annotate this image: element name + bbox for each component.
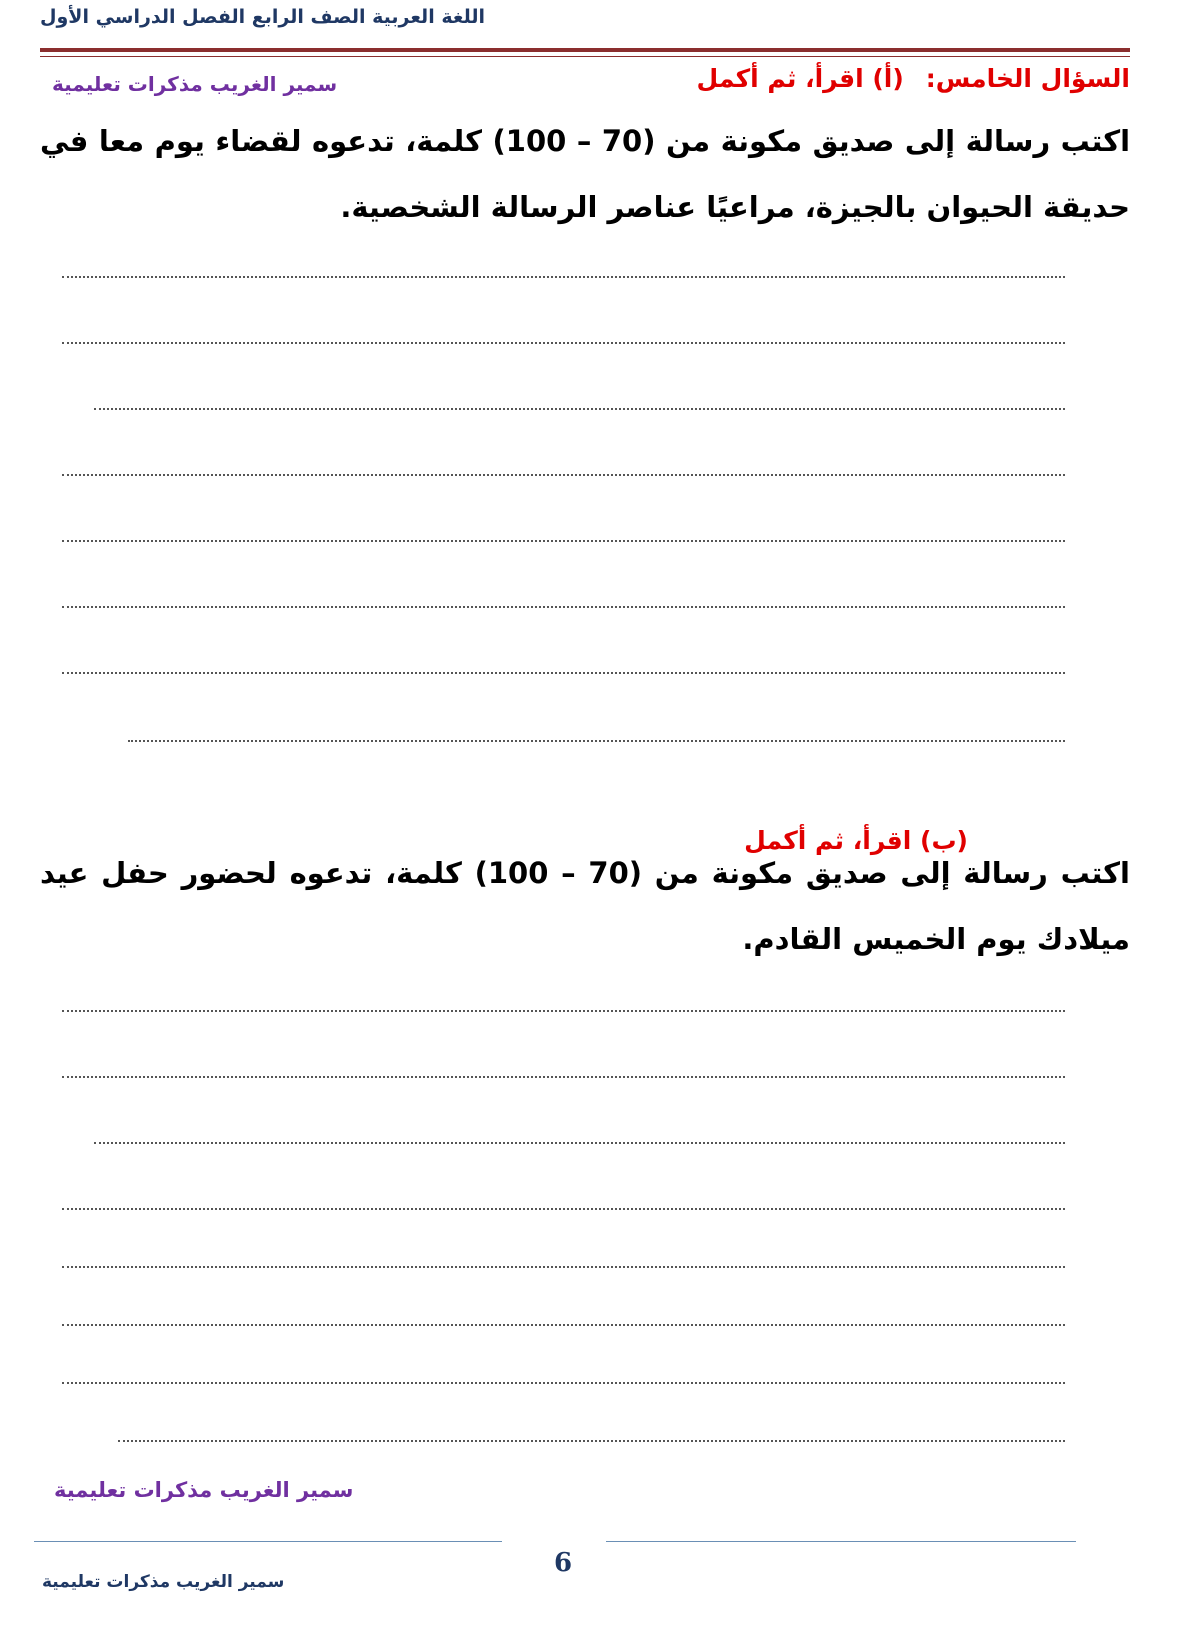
brand-label-top: سمير الغريب مذكرات تعليمية — [52, 72, 338, 96]
part-b-prompt — [40, 840, 1130, 972]
question-heading — [697, 64, 1130, 93]
writing-line[interactable] — [62, 1010, 1065, 1012]
brand-label-mid: سمير الغريب مذكرات تعليمية — [54, 1478, 354, 1502]
part-a-prompt-line2: حديقة الحيوان بالجيزة، مراعيًا عناصر الرسالة الشخصية. — [340, 190, 1130, 224]
part-b-prompt-line1: اكتب رسالة إلى صديق مكونة من (70 – 100) كلمة، تدعوه لحضور حفل عيد — [40, 856, 1130, 890]
header-rule-thin — [40, 56, 1130, 57]
part-a-prompt — [40, 108, 1130, 240]
writing-line[interactable] — [94, 408, 1065, 410]
part-b-heading: (ب) اقرأ، ثم أكمل — [744, 826, 968, 855]
writing-line[interactable] — [62, 1076, 1065, 1078]
writing-line[interactable] — [62, 606, 1065, 608]
part-a-label: (أ) اقرأ، ثم أكمل — [696, 64, 904, 93]
writing-line[interactable] — [62, 1324, 1065, 1326]
question-title: السؤال الخامس: — [925, 64, 1130, 93]
footer-rule-right — [606, 1541, 1076, 1542]
footer-brand-label: سمير الغريب مذكرات تعليمية — [42, 1572, 285, 1592]
footer-rule-left — [34, 1541, 502, 1542]
writing-line[interactable] — [62, 1208, 1065, 1210]
writing-line[interactable] — [62, 474, 1065, 476]
page-number: 6 — [553, 1548, 573, 1578]
header-rule-thick — [40, 48, 1130, 52]
writing-line[interactable] — [128, 740, 1065, 742]
writing-line[interactable] — [62, 672, 1065, 674]
writing-line[interactable] — [62, 276, 1065, 278]
writing-line[interactable] — [118, 1440, 1065, 1442]
part-a-prompt-line1: اكتب رسالة إلى صديق مكونة من (70 – 100) كلمة، تدعوه لقضاء يوم معا في — [40, 124, 1131, 158]
writing-line[interactable] — [62, 342, 1065, 344]
part-b-prompt-line2: ميلادك يوم الخميس القادم. — [742, 922, 1130, 956]
header-title: اللغة العربية الصف الرابع الفصل الدراسي الأول — [40, 6, 485, 28]
writing-line[interactable] — [62, 540, 1065, 542]
writing-line[interactable] — [62, 1266, 1065, 1268]
writing-line[interactable] — [62, 1382, 1065, 1384]
writing-line[interactable] — [94, 1142, 1065, 1144]
